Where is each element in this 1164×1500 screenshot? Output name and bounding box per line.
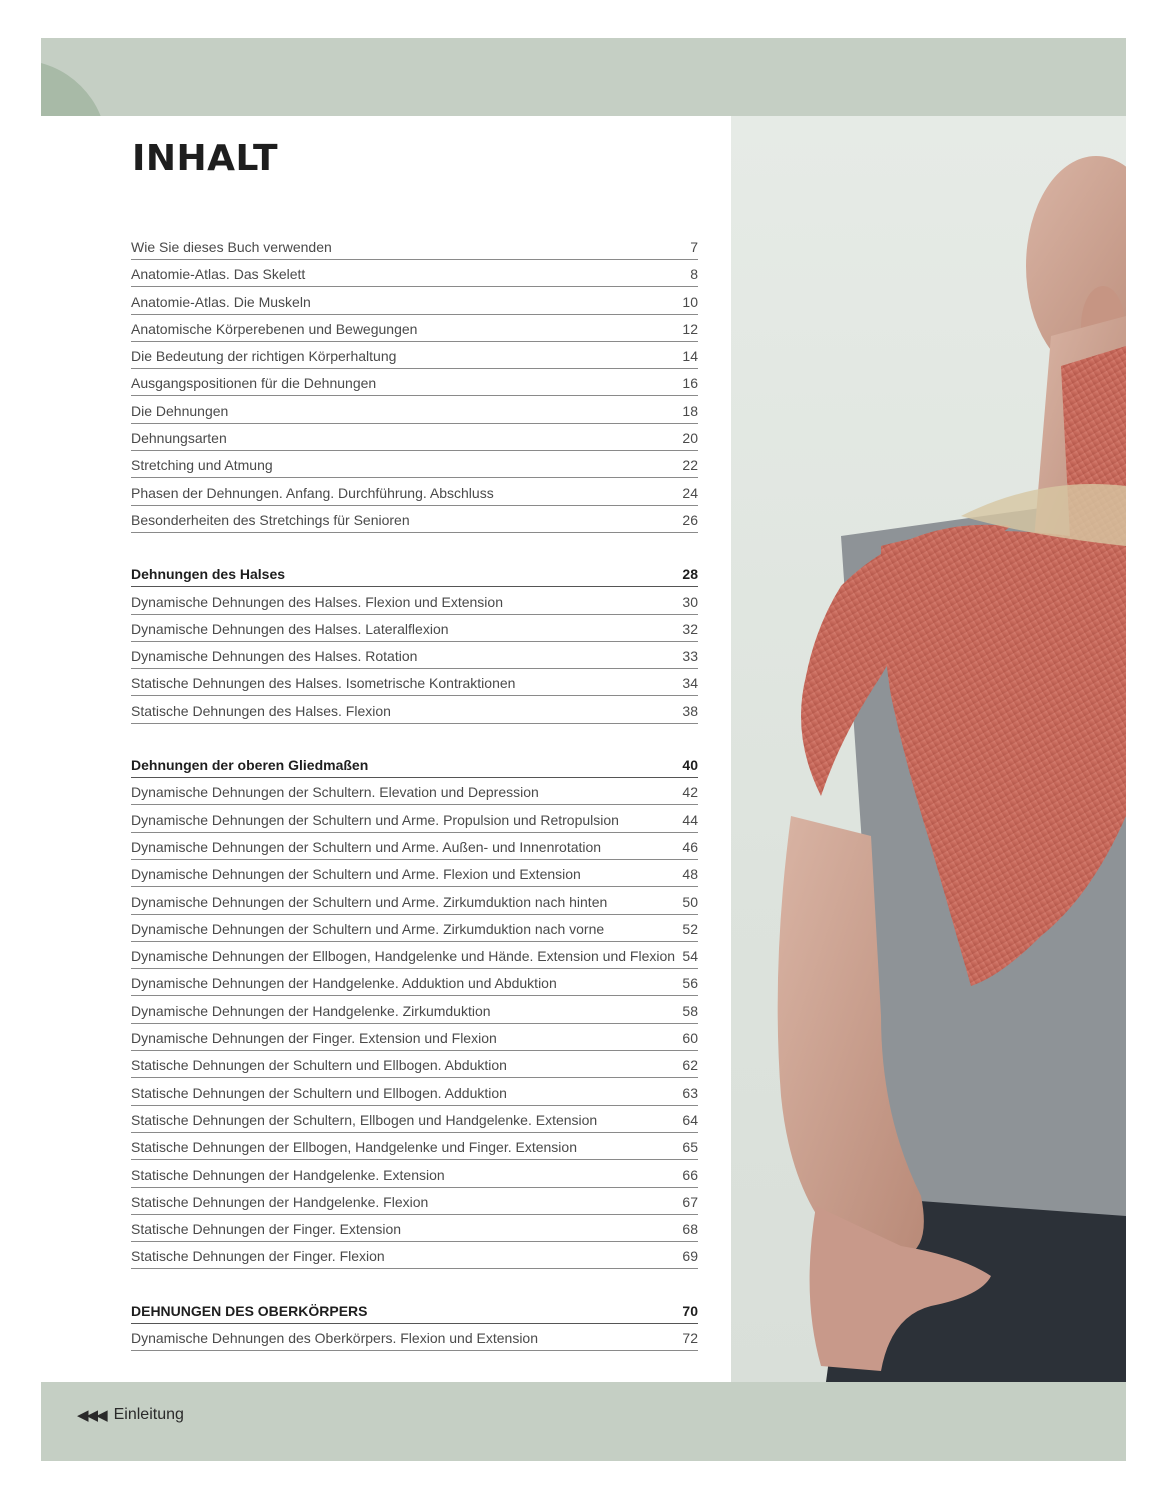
toc-entry-label: Dynamische Dehnungen der Schultern und Arme. Zirkumduktion nach vorne (131, 920, 605, 937)
toc-entry-page: 44 (682, 811, 698, 828)
toc-entry-label: Statische Dehnungen der Handgelenke. Extension (131, 1166, 445, 1183)
toc-section-heading[interactable] (131, 561, 698, 587)
toc-entry-label: Statische Dehnungen der Finger. Extension (131, 1221, 402, 1238)
toc-entry[interactable] (131, 1080, 698, 1106)
toc-entry-page: 16 (682, 375, 698, 392)
toc-entry-label: Dynamische Dehnungen der Schultern und Arme. Flexion und Extension (131, 866, 581, 883)
toc-entry-label: Dynamische Dehnungen des Halses. Lateralflexion (131, 620, 449, 637)
toc-entry[interactable] (131, 1243, 698, 1269)
toc-entry[interactable] (131, 916, 698, 942)
toc-entry-page: 40 (682, 757, 698, 774)
toc-entry-label: Statische Dehnungen der Schultern, Ellbogen und Handgelenke. Extension (131, 1111, 598, 1128)
toc-entry[interactable] (131, 861, 698, 887)
toc-entry-page: 18 (682, 402, 698, 419)
toc-entry-page: 42 (682, 784, 698, 801)
toc-entry[interactable] (131, 943, 698, 969)
toc-entry-page: 66 (682, 1166, 698, 1183)
section-label: Einleitung (113, 1406, 184, 1423)
toc-entry-page: 48 (682, 866, 698, 883)
toc-entry[interactable] (131, 970, 698, 996)
toc-entry[interactable] (131, 998, 698, 1024)
toc-entry-label: Dynamische Dehnungen des Halses. Rotation (131, 648, 418, 665)
toc-entry[interactable] (131, 1052, 698, 1078)
toc-section-heading[interactable] (131, 1298, 698, 1324)
toc-entry-page: 14 (682, 348, 698, 365)
toc-section-gap (131, 1271, 698, 1298)
toc-entry-page: 52 (682, 920, 698, 937)
toc-entry-page: 72 (682, 1329, 698, 1346)
toc-entry-page: 20 (682, 430, 698, 447)
toc-entry-page: 60 (682, 1030, 698, 1047)
toc-entry[interactable] (131, 343, 698, 369)
toc-entry[interactable] (131, 779, 698, 805)
toc-entry[interactable] (131, 643, 698, 669)
toc-entry-label: Die Dehnungen (131, 402, 229, 419)
toc-entry-page: 70 (682, 1302, 698, 1319)
toc-entry[interactable] (131, 261, 698, 287)
toc-entry-page: 65 (682, 1139, 698, 1156)
toc-entry-page: 30 (682, 593, 698, 610)
toc-entry-page: 50 (682, 893, 698, 910)
toc-entry-label: Phasen der Dehnungen. Anfang. Durchführung. Abschluss (131, 484, 494, 501)
toc-entry-label: Statische Dehnungen der Ellbogen, Handgelenke und Finger. Extension (131, 1139, 577, 1156)
toc-entry-page: 8 (690, 266, 698, 283)
toc-entry[interactable] (131, 1189, 698, 1215)
toc-entry-page: 38 (682, 702, 698, 719)
anatomy-figure-svg (731, 116, 1126, 1382)
toc-entry-label: Dehnungen der oberen Gliedmaßen (131, 757, 369, 774)
toc-entry-page: 10 (682, 293, 698, 310)
back-arrows-icon: ◀◀◀ (77, 1407, 106, 1424)
toc-entry[interactable] (131, 480, 698, 506)
toc-entry-label: Statische Dehnungen der Finger. Flexion (131, 1248, 385, 1265)
toc-entry-label: Statische Dehnungen der Schultern und Ellbogen. Abduktion (131, 1057, 507, 1074)
toc-entry-label: Wie Sie dieses Buch verwenden (131, 239, 332, 255)
toc-entry-page: 64 (682, 1111, 698, 1128)
toc-entry-page: 12 (682, 320, 698, 337)
toc-entry-label: Die Bedeutung der richtigen Körperhaltung (131, 348, 397, 365)
toc-entry-page: 32 (682, 620, 698, 637)
toc-entry[interactable] (131, 1325, 698, 1351)
toc-entry[interactable] (131, 234, 698, 260)
toc-entry-label: Statische Dehnungen der Handgelenke. Flexion (131, 1193, 429, 1210)
toc-entry[interactable] (131, 289, 698, 315)
toc-entry[interactable] (131, 398, 698, 424)
toc-entry-label: Dynamische Dehnungen des Halses. Flexion und Extension (131, 593, 503, 610)
toc-entry-label: Dynamische Dehnungen des Oberkörpers. Flexion und Extension (131, 1329, 539, 1346)
toc-section-heading[interactable] (131, 752, 698, 778)
toc-entry[interactable] (131, 1107, 698, 1133)
toc-entry[interactable] (131, 698, 698, 724)
footer-breadcrumb[interactable] (77, 1406, 184, 1424)
toc-entry-label: Anatomische Körperebenen und Bewegungen (131, 320, 418, 337)
toc-entry-page: 28 (682, 566, 698, 583)
toc-entry-label: Dynamische Dehnungen der Schultern und Arme. Propulsion und Retropulsion (131, 811, 619, 828)
toc-entry-page: 24 (682, 484, 698, 501)
toc-entry-page: 67 (682, 1193, 698, 1210)
toc-entry-label: Statische Dehnungen des Halses. Isometrische Kontraktionen (131, 675, 516, 692)
toc-entry-label: Dynamische Dehnungen der Handgelenke. Zirkumduktion (131, 1002, 491, 1019)
toc-entry-page: 56 (682, 975, 698, 992)
toc-entry[interactable] (131, 834, 698, 860)
toc-entry[interactable] (131, 1025, 698, 1051)
toc-entry-label: Dynamische Dehnungen der Schultern und Arme. Außen- und Innenrotation (131, 838, 602, 855)
toc-entry-label: Dynamische Dehnungen der Handgelenke. Adduktion und Abduktion (131, 975, 557, 992)
toc-entry[interactable] (131, 370, 698, 396)
toc-entry[interactable] (131, 452, 698, 478)
toc-entry-label: Dynamische Dehnungen der Ellbogen, Handgelenke und Hände. Extension und Flexion (131, 948, 676, 965)
toc-entry-page: 34 (682, 675, 698, 692)
table-of-contents (131, 234, 698, 1352)
toc-entry-page: 46 (682, 838, 698, 855)
toc-entry-label: Statische Dehnungen des Halses. Flexion (131, 702, 391, 719)
toc-section-gap (131, 534, 698, 561)
toc-entry-label: Dynamische Dehnungen der Finger. Extension und Flexion (131, 1030, 497, 1047)
toc-entry[interactable] (131, 1216, 698, 1242)
anatomy-shoulder-muscles-illustration (731, 116, 1126, 1382)
toc-entry[interactable] (131, 670, 698, 696)
toc-entry-label: Dehnungsarten (131, 430, 227, 447)
toc-entry-label: Anatomie-Atlas. Das Skelett (131, 266, 306, 283)
toc-entry-label: Besonderheiten des Stretchings für Senioren (131, 511, 410, 528)
toc-entry-page: 69 (682, 1248, 698, 1265)
toc-entry-label: Dynamische Dehnungen der Schultern und Arme. Zirkumduktion nach hinten (131, 893, 608, 910)
toc-entry-label: Ausgangspositionen für die Dehnungen (131, 375, 377, 392)
toc-entry-page: 62 (682, 1057, 698, 1074)
toc-entry[interactable] (131, 507, 698, 533)
toc-entry-page: 22 (682, 457, 698, 474)
toc-entry-page: 7 (690, 239, 698, 255)
page-title: INHALT (132, 138, 279, 179)
toc-entry-label: Anatomie-Atlas. Die Muskeln (131, 293, 311, 310)
toc-entry[interactable] (131, 589, 698, 615)
toc-entry-label: Statische Dehnungen der Schultern und Ellbogen. Adduktion (131, 1084, 507, 1101)
toc-section-gap (131, 725, 698, 752)
toc-entry-page: 33 (682, 648, 698, 665)
toc-entry-label: Dynamische Dehnungen der Schultern. Elevation und Depression (131, 784, 539, 801)
toc-entry[interactable] (131, 316, 698, 342)
page-frame (41, 38, 1126, 1461)
toc-entry-page: 63 (682, 1084, 698, 1101)
toc-entry[interactable] (131, 425, 698, 451)
toc-entry-page: 58 (682, 1002, 698, 1019)
toc-entry-page: 54 (682, 948, 698, 965)
toc-entry-page: 26 (682, 511, 698, 528)
toc-entry[interactable] (131, 1134, 698, 1160)
toc-entry[interactable] (131, 616, 698, 642)
toc-entry[interactable] (131, 1162, 698, 1188)
toc-entry-label: DEHNUNGEN DES OBERKÖRPERS (131, 1302, 368, 1319)
toc-entry-label: Dehnungen des Halses (131, 566, 286, 583)
toc-entry-label: Stretching und Atmung (131, 457, 273, 474)
toc-entry-page: 68 (682, 1221, 698, 1238)
toc-entry[interactable] (131, 807, 698, 833)
toc-entry[interactable] (131, 889, 698, 915)
